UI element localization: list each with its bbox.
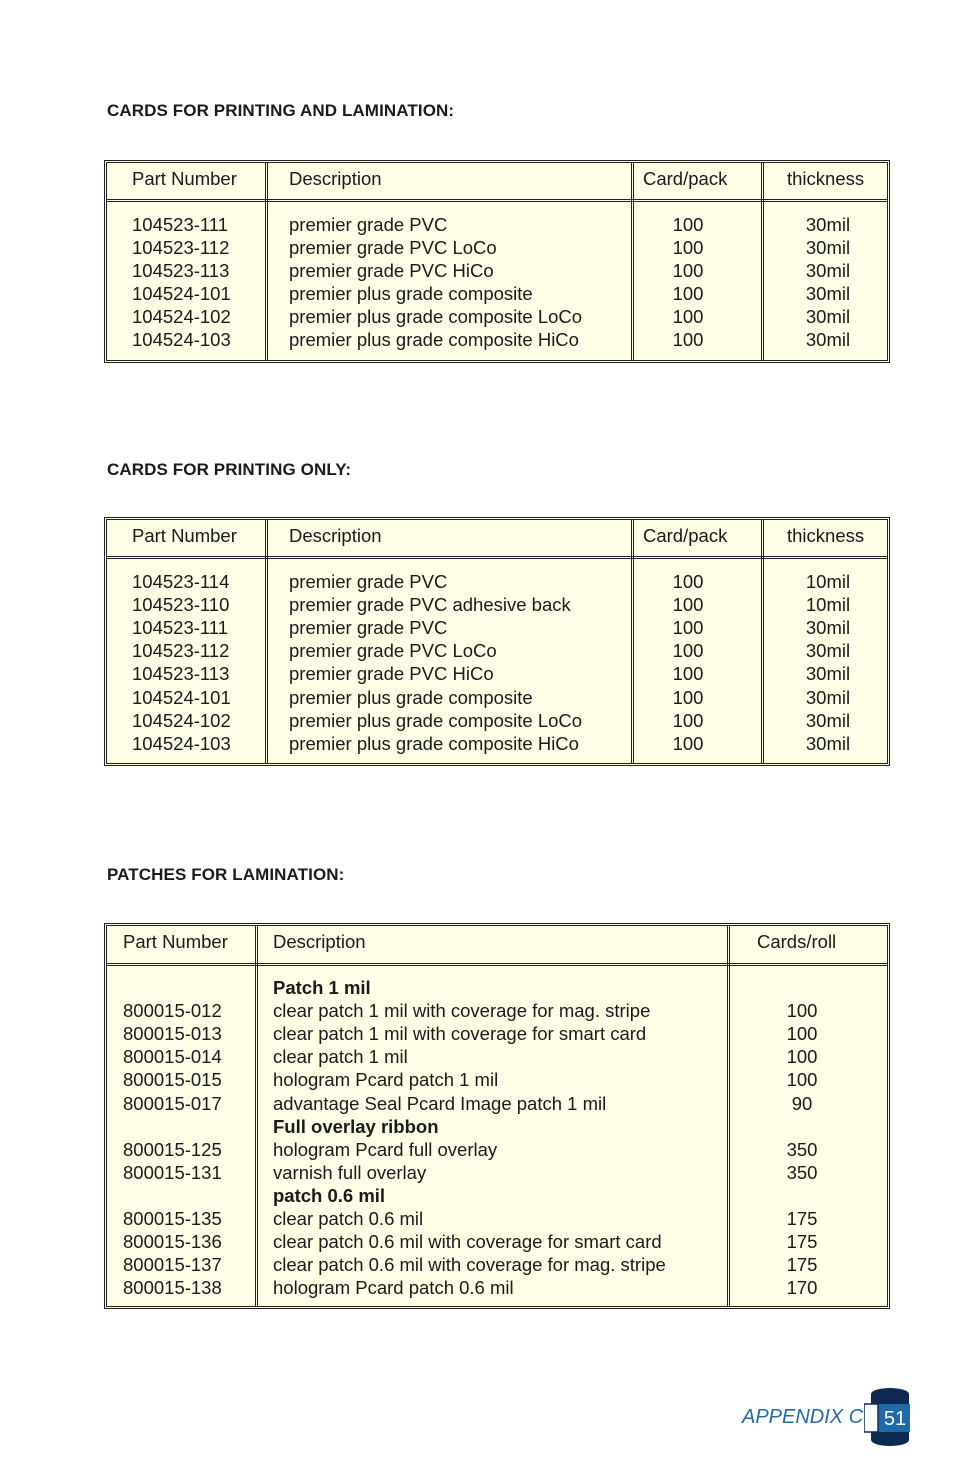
table-cell: 350 (786, 1138, 818, 1160)
table-cell: 30mil (805, 686, 851, 708)
column-header: Part Number (123, 931, 228, 952)
table-cell: clear patch 0.6 mil with coverage for mag. stripe (273, 1254, 666, 1276)
table-cell: hologram Pcard full overlay (273, 1138, 498, 1160)
table-cell: premier plus grade composite LoCo (289, 709, 583, 731)
table-cell: 800015-012 (123, 1000, 222, 1022)
table-cell: 30mil (805, 663, 851, 685)
table-cell: 100 (672, 306, 704, 327)
table-cell: 100 (672, 709, 704, 731)
table-cell: 30mil (805, 329, 851, 350)
table-cell: 100 (672, 732, 704, 754)
table-cell: 100 (672, 260, 704, 281)
table-cell: varnish full overlay (273, 1161, 427, 1183)
table-cell: 800015-125 (123, 1138, 222, 1160)
table-cell: 30mil (805, 617, 851, 639)
table-cell: hologram Pcard patch 1 mil (273, 1069, 499, 1091)
column-header: thickness (787, 525, 865, 546)
table-cell: 800015-138 (123, 1277, 222, 1299)
column-header: Card/pack (643, 525, 728, 546)
table-cell: 800015-014 (123, 1046, 222, 1068)
table-cell: hologram Pcard patch 0.6 mil (273, 1277, 514, 1299)
table-cell: 104523-112 (132, 640, 230, 662)
section-title-printing-only: CARDS FOR PRINTING ONLY: (107, 460, 352, 479)
table-cell: 800015-017 (123, 1092, 222, 1114)
table-cell: 100 (786, 1069, 818, 1091)
table-cell: 104523-113 (132, 260, 230, 281)
cards-printing-lamination-table (104, 160, 890, 363)
table-cell: premier grade PVC (289, 571, 448, 592)
table-cell: premier grade PVC adhesive back (289, 594, 571, 616)
table-cell: premier plus grade composite (289, 686, 533, 708)
table-cell: 100 (672, 571, 704, 592)
table-cell: 104524-103 (132, 329, 231, 350)
table-cell: 90 (791, 1092, 813, 1114)
table-cell: premier plus grade composite HiCo (289, 329, 579, 350)
table-cell: premier plus grade composite LoCo (289, 306, 583, 327)
table-cell: 100 (672, 329, 704, 350)
column-divider (727, 926, 730, 1306)
column-divider (761, 163, 764, 360)
section-title-patches-lamination: PATCHES FOR LAMINATION: (107, 865, 345, 884)
table-cell: 104523-111 (132, 617, 229, 639)
table-cell: 100 (672, 686, 704, 708)
table-cell: 104524-101 (132, 686, 231, 708)
table-cell: 30mil (805, 260, 851, 281)
table-cell: clear patch 0.6 mil (273, 1208, 424, 1229)
table-cell: advantage Seal Pcard Image patch 1 mil (273, 1092, 607, 1114)
table-cell: 100 (786, 1000, 818, 1022)
table-cell: 30mil (805, 237, 851, 258)
table-cell: clear patch 1 mil with coverage for smart card (273, 1023, 647, 1045)
table-cell: 30mil (805, 709, 851, 731)
table-cell: 100 (672, 237, 704, 258)
table-cell: 10mil (805, 594, 851, 616)
table-cell: 104523-112 (132, 237, 230, 258)
table-cell: premier grade PVC (289, 214, 448, 235)
table-cell: 100 (672, 617, 704, 639)
header-divider (107, 963, 887, 966)
group-heading: Full overlay ribbon (273, 1115, 439, 1137)
table-cell: clear patch 0.6 mil with coverage for smart card (273, 1231, 662, 1253)
table-cell: premier plus grade composite (289, 283, 533, 304)
table-cell: 350 (786, 1161, 818, 1183)
table-cell: 104523-113 (132, 663, 230, 685)
table-cell: premier grade PVC HiCo (289, 663, 494, 685)
table-cell: premier grade PVC HiCo (289, 260, 494, 281)
table-cell: 104524-103 (132, 732, 231, 754)
column-header: Card/pack (643, 168, 728, 189)
table-cell: premier grade PVC LoCo (289, 640, 497, 662)
table-cell: 10mil (805, 571, 851, 592)
column-header: Cards/roll (757, 931, 837, 952)
table-cell: 104523-111 (132, 214, 229, 235)
patches-lamination-table (104, 923, 890, 1309)
column-header: Part Number (132, 168, 237, 189)
appendix-label: APPENDIX C (742, 1406, 864, 1428)
table-cell: 30mil (805, 214, 851, 235)
page-number: 51 (883, 1408, 907, 1430)
table-cell: 104524-101 (132, 283, 231, 304)
table-cell: premier grade PVC (289, 617, 448, 639)
table-cell: 175 (786, 1208, 818, 1229)
cards-printing-only-table (104, 517, 890, 766)
table-cell: 800015-136 (123, 1231, 222, 1253)
section-title-printing-lamination: CARDS FOR PRINTING AND LAMINATION: (107, 101, 455, 120)
group-heading: Patch 1 mil (273, 977, 371, 998)
table-cell: 104524-102 (132, 709, 231, 731)
table-cell: 175 (786, 1231, 818, 1253)
column-header: thickness (787, 168, 865, 189)
table-cell: 30mil (805, 732, 851, 754)
table-cell: 800015-015 (123, 1069, 222, 1091)
table-cell: 100 (672, 594, 704, 616)
table-cell: premier grade PVC LoCo (289, 237, 497, 258)
table-cell: 104523-114 (132, 571, 230, 592)
table-cell: 170 (786, 1277, 818, 1299)
table-cell: 104524-102 (132, 306, 231, 327)
table-cell: 30mil (805, 283, 851, 304)
table-cell: 800015-137 (123, 1254, 222, 1276)
column-divider (265, 163, 268, 360)
header-divider (107, 199, 887, 202)
table-cell: 175 (786, 1254, 818, 1276)
table-cell: 100 (786, 1023, 818, 1045)
table-cell: 100 (786, 1046, 818, 1068)
table-cell: 104523-110 (132, 594, 230, 616)
table-cell: 30mil (805, 640, 851, 662)
page-number-badge (864, 1386, 912, 1446)
table-cell: 100 (672, 283, 704, 304)
table-cell: 100 (672, 640, 704, 662)
table-cell: 30mil (805, 306, 851, 327)
column-header: Description (289, 168, 382, 189)
group-heading: patch 0.6 mil (273, 1184, 386, 1206)
table-cell: clear patch 1 mil with coverage for mag. stripe (273, 1000, 651, 1022)
table-cell: 800015-135 (123, 1208, 222, 1229)
table-cell: 100 (672, 214, 704, 235)
column-header: Description (273, 931, 366, 952)
table-cell: clear patch 1 mil (273, 1046, 408, 1068)
table-cell: 800015-131 (123, 1161, 222, 1183)
table-cell: 100 (672, 663, 704, 685)
column-header: Description (289, 525, 382, 546)
column-divider (631, 163, 634, 360)
table-cell: premier plus grade composite HiCo (289, 732, 579, 754)
table-cell: 800015-013 (123, 1023, 222, 1045)
column-header: Part Number (132, 525, 237, 546)
column-divider (255, 926, 258, 1306)
header-divider (107, 556, 887, 559)
